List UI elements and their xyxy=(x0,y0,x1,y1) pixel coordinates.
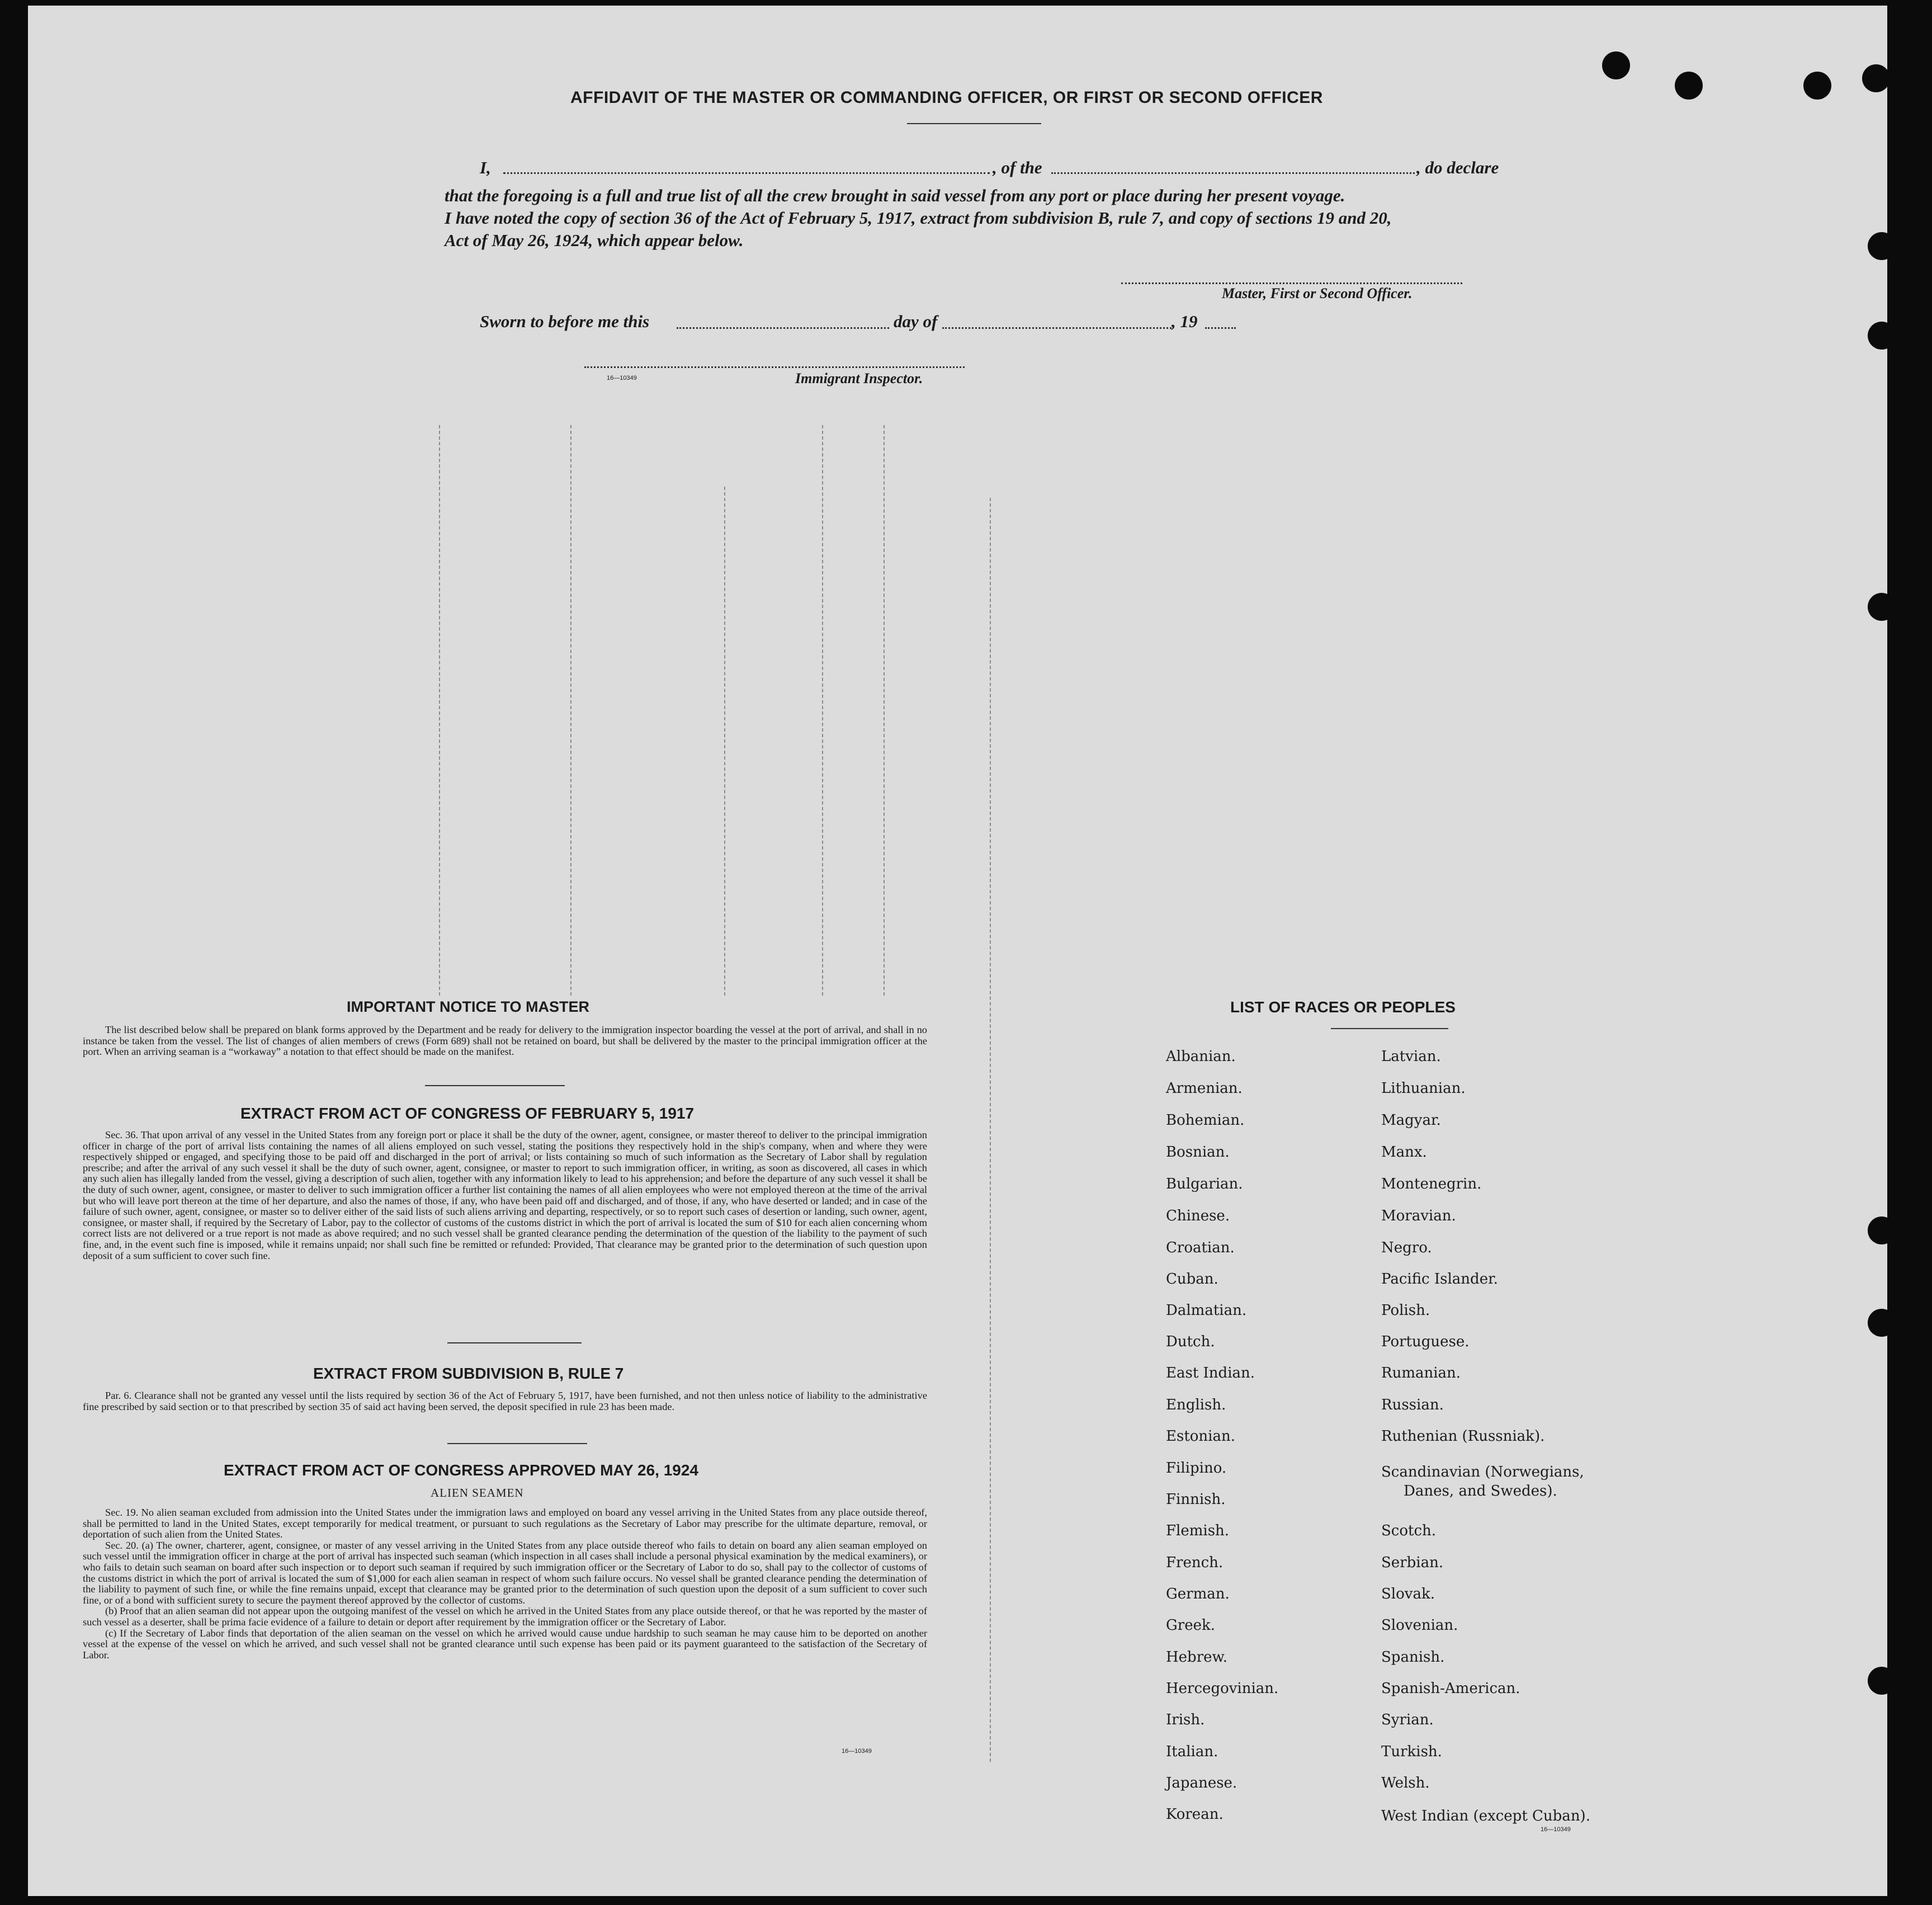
punch-hole xyxy=(1675,72,1703,100)
title-rule xyxy=(1331,1028,1448,1029)
punch-hole xyxy=(1602,51,1630,79)
master-label: Master, First or Second Officer. xyxy=(1222,285,1413,301)
race-item: Japanese. xyxy=(1166,1775,1237,1791)
show-through-line xyxy=(439,425,440,996)
extract-1917-body xyxy=(83,1130,927,1261)
race-item: Danes, and Swedes). xyxy=(1404,1483,1557,1500)
race-item: French. xyxy=(1166,1554,1224,1571)
affidavit-line-4: Act of May 26, 1924, which appear below. xyxy=(445,230,744,250)
race-item: Moravian. xyxy=(1381,1208,1456,1224)
sec-20c-paragraph: (c) If the Secretary of Labor finds that deportation of the alien seaman on the vessel on which he arrived would cause undue hardship to such seaman he may cause him to be deported on another vessel at the expense of the vessel on which he arrived, and such vessel shall not be granted clearance until such expense has been paid or its payment guaranteed to the satisfaction of the Secretary of Labor. xyxy=(83,1627,927,1661)
notice-body xyxy=(83,1025,927,1058)
sec-20b-paragraph: (b) Proof that an alien seaman did not appear upon the outgoing manifest of the vessel on which he arrived in the United States from any place outside thereof, or that he was reported by the master of such vessel as a deserter, shall be prima facie evidence of a failure to detain or deport after requirement by the immigration officer or the Secretary of Labor. xyxy=(83,1605,927,1628)
punch-hole xyxy=(1803,72,1831,100)
sec-36-paragraph: Sec. 36. That upon arrival of any vessel in the United States from any foreign port or place it shall be the duty of the owner, agent, consignee, or master thereof to deliver to the principal immigration officer in charge of the port of arrival lists containing the names of all aliens employed on such vessel, stating the positions they respectively hold in the ship's company, when and where they were respectively shipped or engaged, and specifying those to be paid off and discharged in the port of arrival; or lists containing so much of such information as the Secretary of Labor shall by regulation prescribe; and after the arrival of any such vessel it shall be the duty of such owner, agent, consignee, or master to report to such immigration officer, in writing, as soon as discovered, all cases in which any such alien has illegally landed from the vessel, giving a description of such alien, together with any information likely to lead to his apprehension; and before the departure of any such vessel it shall be the duty of such owner, agent, consignee, or master to deliver to such immigration officer a further list containing the names of all alien employees who were not employed thereon at the time of the arrival but who will leave port thereon at the time of her departure, and also the names of those, if any, who have been paid off and discharged, and of those, if any, who have deserted or landed; and in case of the failure of such owner, agent, consignee, or master so to deliver either of the said lists of such aliens arriving and departing, respectively, or so to report such cases of desertion or landing, such owner, agent, consignee, or master shall, if required by the Secretary of Labor, pay to the collector of customs of the customs district in which the port of arrival is located the sum of $10 for each alien concerning whom correct lists are not delivered or a true report is not made as above required; and no such vessel shall be granted clearance pending the determination of the question of the liability to the payment of such fine, and, in the event such fine is imposed, while it remains unpaid; nor shall such fine be remitted or refunded: Provided, That clearance may be granted prior to the determination of such question upon deposit of a sum sufficient to cover such fine. xyxy=(83,1129,927,1261)
race-item: Bulgarian. xyxy=(1166,1176,1243,1192)
extract-1917-title: EXTRACT FROM ACT OF CONGRESS OF FEBRUARY 5, 1917 xyxy=(240,1105,695,1122)
section-rule xyxy=(447,1443,587,1444)
race-item: Rumanian. xyxy=(1381,1365,1461,1381)
affidavit-title: AFFIDAVIT OF THE MASTER OR COMMANDING OFFICER, OR FIRST OR SECOND OFFICER xyxy=(570,88,1323,107)
race-item: Turkish. xyxy=(1381,1743,1442,1760)
name-blank[interactable] xyxy=(503,172,990,174)
race-item: Scandinavian (Norwegians, xyxy=(1381,1464,1584,1480)
race-item: Spanish. xyxy=(1381,1649,1445,1666)
punch-hole xyxy=(1868,1216,1896,1244)
inspector-label: Immigrant Inspector. xyxy=(795,370,923,386)
form-code: 16—10349 xyxy=(1541,1826,1571,1833)
form-code: 16—10349 xyxy=(842,1748,872,1755)
section-rule xyxy=(447,1342,582,1343)
par-6-paragraph: Par. 6. Clearance shall not be granted any vessel until the lists required by section 36 of the Act of February 5, 1917, have been furnished, and not then unless notice of liability to the administrative fine prescribed by said section or to that prescribed by section 35 of said act having been served, the deposit specified in rule 23 has been made. xyxy=(83,1390,927,1412)
race-item: Finnish. xyxy=(1166,1491,1226,1508)
show-through-line xyxy=(884,425,885,996)
race-item: Croatian. xyxy=(1166,1239,1235,1256)
affidavit-line-3: I have noted the copy of section 36 of the Act of February 5, 1917, extract from subdivision B, rule 7, and copy of sections 19 and 20, xyxy=(445,208,1392,228)
race-item: Spanish-American. xyxy=(1381,1680,1520,1697)
race-item: Chinese. xyxy=(1166,1208,1230,1224)
race-item: Manx. xyxy=(1381,1144,1427,1161)
title-rule xyxy=(907,123,1041,124)
day-blank[interactable] xyxy=(677,327,889,329)
race-item: Irish. xyxy=(1166,1711,1205,1728)
race-item: East Indian. xyxy=(1166,1365,1255,1381)
year-label: , 19 xyxy=(1172,312,1198,331)
race-item: Slovenian. xyxy=(1381,1617,1458,1634)
race-item: German. xyxy=(1166,1586,1230,1602)
race-item: Lithuanian. xyxy=(1381,1080,1466,1097)
race-item: Dutch. xyxy=(1166,1333,1215,1350)
race-item: Latvian. xyxy=(1381,1048,1441,1065)
race-item: Armenian. xyxy=(1166,1080,1243,1097)
race-item: Bohemian. xyxy=(1166,1112,1245,1129)
race-item: Magyar. xyxy=(1381,1112,1441,1129)
extract-1924-body xyxy=(83,1507,927,1661)
month-blank[interactable] xyxy=(942,327,1172,329)
show-through-line xyxy=(724,487,725,996)
show-through-line xyxy=(822,425,823,996)
sec-20a-paragraph: Sec. 20. (a) The owner, charterer, agent, consignee, or master of any vessel arriving in the United States from any place outside thereof who fails to detain on board any alien seaman employed on such vessel until the immigration officer in charge at the port of arrival has inspected such seaman (which inspection in all cases shall include a personal physical examination by the medical examiners), or who fails to detain such seaman on board after such inspection or to deport such seaman if required by such immigration officer or the Secretary of Labor to do so, shall pay to the collector of customs of the customs district in which the port of arrival is located the sum of $1,000 for each alien seaman in respect of whom such failure occurs. No vessel shall be granted clearance pending the determination of the liability to payment of such fine, or while the fine remains unpaid, except that clearance may be granted prior to the determination of such question upon the deposit of a sum sufficient to cover such fine, or of a bond with sufficient surety to secure the payment thereof approved by the collector of customs. xyxy=(83,1539,927,1606)
race-item: Slovak. xyxy=(1381,1586,1435,1602)
race-item: Welsh. xyxy=(1381,1775,1430,1791)
race-item: Korean. xyxy=(1166,1806,1224,1823)
extract-1924-title: EXTRACT FROM ACT OF CONGRESS APPROVED MAY 26, 1924 xyxy=(224,1461,698,1479)
race-item: Serbian. xyxy=(1381,1554,1444,1571)
race-item: Filipino. xyxy=(1166,1460,1227,1477)
form-sheet xyxy=(28,6,1887,1896)
section-rule xyxy=(425,1085,565,1086)
show-through-line xyxy=(570,425,571,996)
form-code: 16—10349 xyxy=(607,375,637,381)
inspector-signature-blank[interactable] xyxy=(584,366,965,368)
race-item: Flemish. xyxy=(1166,1522,1230,1539)
center-fold-line xyxy=(990,498,991,1762)
affidavit-line-2: that the foregoing is a full and true list of all the crew brought in said vessel from any port or place during her present voyage. xyxy=(445,186,1345,205)
extract-rule7-title: EXTRACT FROM SUBDIVISION B, RULE 7 xyxy=(313,1365,624,1382)
race-item: West Indian (except Cuban). xyxy=(1381,1808,1590,1824)
race-item: Albanian. xyxy=(1166,1048,1236,1065)
punch-hole xyxy=(1868,232,1896,260)
sworn-label: Sworn to before me this xyxy=(480,312,650,331)
vessel-blank[interactable] xyxy=(1051,172,1415,174)
race-item: Montenegrin. xyxy=(1381,1176,1482,1192)
race-item: Bosnian. xyxy=(1166,1144,1230,1161)
alien-seamen-subtitle: ALIEN SEAMEN xyxy=(431,1486,524,1500)
race-item: Russian. xyxy=(1381,1397,1444,1413)
race-item: Hercegovinian. xyxy=(1166,1680,1279,1697)
punch-hole xyxy=(1868,593,1896,621)
race-item: Scotch. xyxy=(1381,1522,1437,1539)
race-item: Hebrew. xyxy=(1166,1649,1227,1666)
race-item: Portuguese. xyxy=(1381,1333,1470,1350)
race-item: English. xyxy=(1166,1397,1226,1413)
race-item: Polish. xyxy=(1381,1302,1430,1319)
race-item: Estonian. xyxy=(1166,1428,1235,1445)
year-blank[interactable] xyxy=(1205,327,1236,329)
race-item: Syrian. xyxy=(1381,1711,1434,1728)
of-the-label: , of the xyxy=(993,158,1042,177)
race-item: Cuban. xyxy=(1166,1271,1218,1288)
day-of-label: day of xyxy=(894,312,938,331)
race-item: Dalmatian. xyxy=(1166,1302,1247,1319)
punch-hole xyxy=(1868,1309,1896,1337)
punch-hole xyxy=(1868,1667,1896,1695)
do-declare-label: , do declare xyxy=(1416,158,1499,177)
i-label: I, xyxy=(480,158,491,177)
master-signature-blank[interactable] xyxy=(1121,282,1462,284)
punch-hole xyxy=(1868,322,1896,350)
race-item: Greek. xyxy=(1166,1617,1215,1634)
race-item: Negro. xyxy=(1381,1239,1432,1256)
sec-19-paragraph: Sec. 19. No alien seaman excluded from admission into the United States under the immigration laws and employed on board any vessel arriving in the United States from any place outside thereof, shall be permitted to land in the United States, except temporarily for medical treatment, or pursuant to such regulations as the Secretary of Labor may prescribe for the ultimate departure, removal, or deportation of such alien from the United States. xyxy=(83,1507,927,1540)
punch-hole xyxy=(1862,64,1890,92)
race-item: Ruthenian (Russniak). xyxy=(1381,1428,1545,1445)
extract-rule7-body xyxy=(83,1390,927,1412)
notice-paragraph: The list described below shall be prepared on blank forms approved by the Department and be ready for delivery to the immigration inspector boarding the vessel at the port of arrival, and shall in no instance be taken from the vessel. The list of changes of alien members of crews (Form 689) shall not be retained on board, but shall be delivered by the master to the principal immigration officer at the port. When an arriving seaman is a “workaway” a notation to that effect should be made on the manifest. xyxy=(83,1024,927,1058)
race-item: Italian. xyxy=(1166,1743,1218,1760)
race-item: Pacific Islander. xyxy=(1381,1271,1498,1288)
notice-title: IMPORTANT NOTICE TO MASTER xyxy=(347,998,589,1015)
races-title: LIST OF RACES OR PEOPLES xyxy=(1230,998,1456,1016)
